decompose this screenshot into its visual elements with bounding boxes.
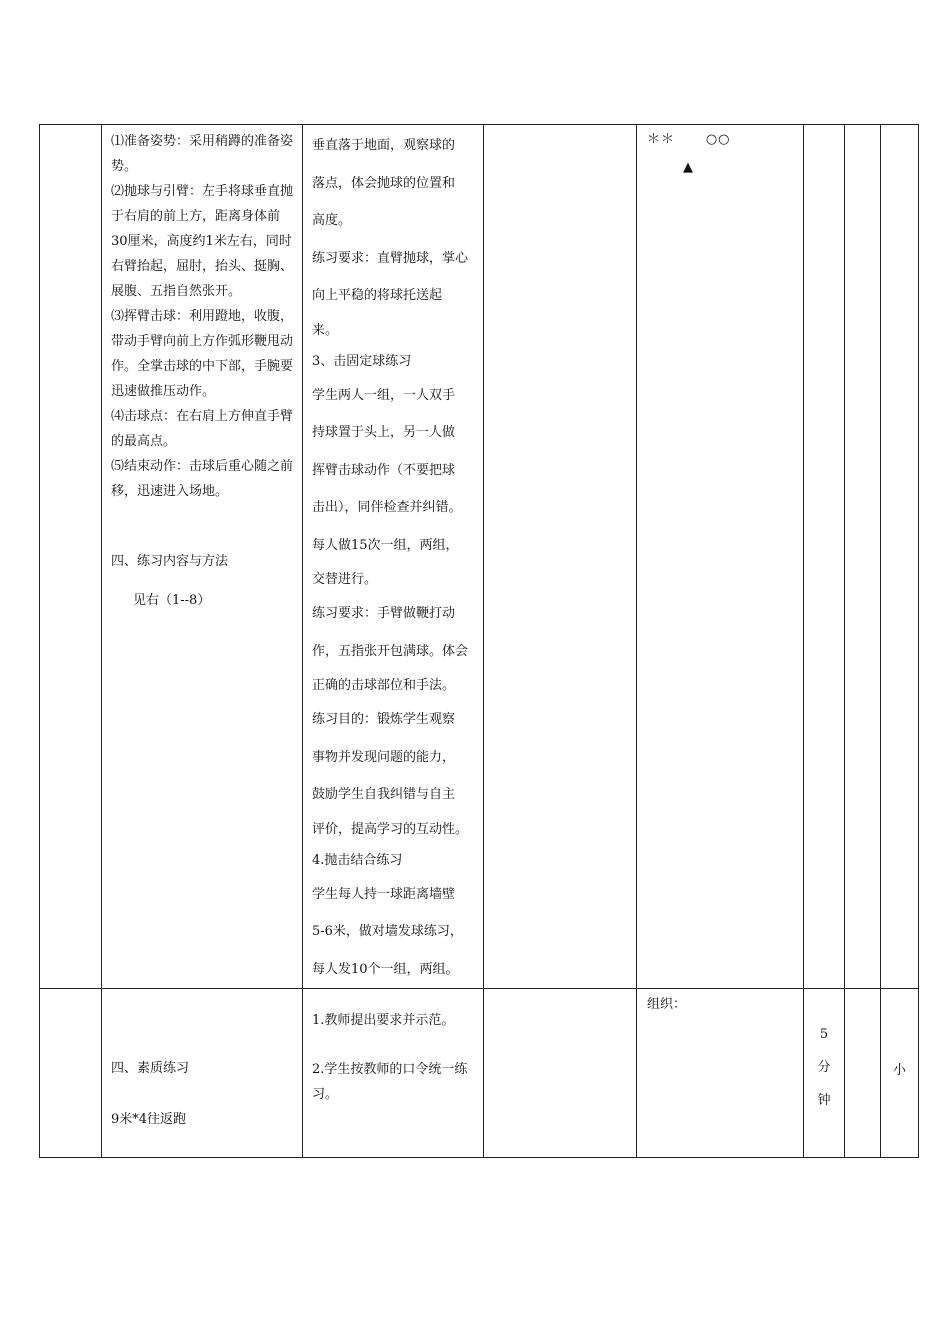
content-cell (102, 989, 303, 1158)
method-heading: 3、击固定球练习 (312, 353, 412, 369)
intensity-cell (881, 989, 919, 1158)
teacher-step: 1.教师提出要求并示范。 (312, 1013, 455, 1028)
method-cell (303, 989, 484, 1158)
method-line: 学生两人一组，一人双手 (312, 387, 456, 403)
step-prepare: ⑴准备姿势：采用稍蹲的准备姿势。 (111, 134, 294, 174)
method-line: 挥臂击球动作（不要把球 (312, 462, 456, 478)
method-cell (303, 125, 484, 989)
method-line: 击出），同伴检查并纠错。 (312, 500, 462, 515)
intensity-level: 小 (892, 1063, 906, 1078)
method-line: 练习目的：锻炼学生观察 (312, 712, 456, 727)
time-cell (845, 125, 881, 989)
step-finish: ⑸结束动作：击球后重心随之前移，迅速进入场地。 (111, 459, 294, 499)
student-activity-cell (484, 125, 637, 989)
see-right-note: 见右（1--8） (133, 593, 211, 608)
fitness-subtitle: 9米*4往返跑 (111, 1112, 187, 1127)
method-line: 5-6米，做对墙发球练习， (312, 924, 463, 939)
table-row (40, 125, 919, 989)
duration-unit-1: 分 (817, 1060, 831, 1075)
count-cell (804, 125, 845, 989)
students-circles: ○○ (705, 132, 731, 147)
method-line: 来。 (312, 322, 339, 338)
organization-cell (637, 989, 804, 1158)
formation-symbols (647, 129, 803, 151)
section-cell (40, 125, 102, 989)
method-line: 正确的击球部位和手法。 (312, 678, 456, 693)
section-title: 四、练习内容与方法 (111, 554, 229, 569)
method-line: 落点，体会抛球的位置和 (312, 175, 456, 191)
method-line: 练习要求：手臂做鞭打动 (312, 606, 456, 621)
student-activity-cell (484, 989, 637, 1158)
step-toss: ⑵抛球与引臂：左手将球垂直抛于右肩的前上方，距离身体前30厘米，高度约1米左右，同时右臂抬起，屈肘，抬头、挺胸、展腹、五指自然张开。 (111, 184, 294, 299)
method-line: 每人做15次一组，两组， (312, 537, 459, 553)
method-line: 评价，提高学习的互动性。 (312, 821, 469, 837)
fitness-title: 四、素质练习 (111, 1061, 190, 1076)
time-cell (845, 989, 881, 1158)
method-line: 向上平稳的将球托送起 (312, 288, 443, 303)
method-line: 学生每人持一球距离墙壁 (312, 886, 456, 902)
method-line: 作，五指张开包满球。体会 (312, 643, 469, 659)
method-line: 事物并发现问题的能力， (312, 749, 456, 765)
count-cell (804, 989, 845, 1158)
method-line: 高度。 (312, 213, 352, 228)
table-row (40, 989, 919, 1158)
method-line: 鼓励学生自我纠错与自主 (312, 787, 456, 802)
content-cell (102, 125, 303, 989)
step-hit-point: ⑷击球点：在右肩上方伸直手臂的最高点。 (111, 409, 294, 449)
section-cell (40, 989, 102, 1158)
students-stars: ＊＊ (647, 132, 676, 147)
method-line: 持球置于头上，另一人做 (312, 425, 456, 440)
intensity-cell (881, 125, 919, 989)
organization-cell (637, 125, 804, 989)
duration-number: 5 (819, 1027, 829, 1042)
organization-label: 组织： (647, 997, 687, 1012)
method-line: 交替进行。 (312, 572, 378, 587)
teacher-triangle-icon: ▲ (683, 160, 693, 175)
method-line: 练习要求：直臂抛球，掌心 (312, 250, 469, 266)
lesson-plan-table (39, 124, 919, 1158)
method-line: 每人发10个一组，两组。 (312, 961, 459, 977)
student-step: 2.学生按教师的口令统一练习。 (312, 1062, 468, 1102)
method-line: 垂直落于地面，观察球的 (312, 138, 456, 153)
method-heading: 4.抛击结合练习 (312, 852, 403, 868)
duration-unit-2: 钟 (817, 1093, 831, 1108)
step-swing: ⑶挥臂击球：利用蹬地，收腹，带动手臂向前上方作弧形鞭甩动作。全掌击球的中下部，手腕要迅速做推压动作。 (111, 309, 294, 399)
